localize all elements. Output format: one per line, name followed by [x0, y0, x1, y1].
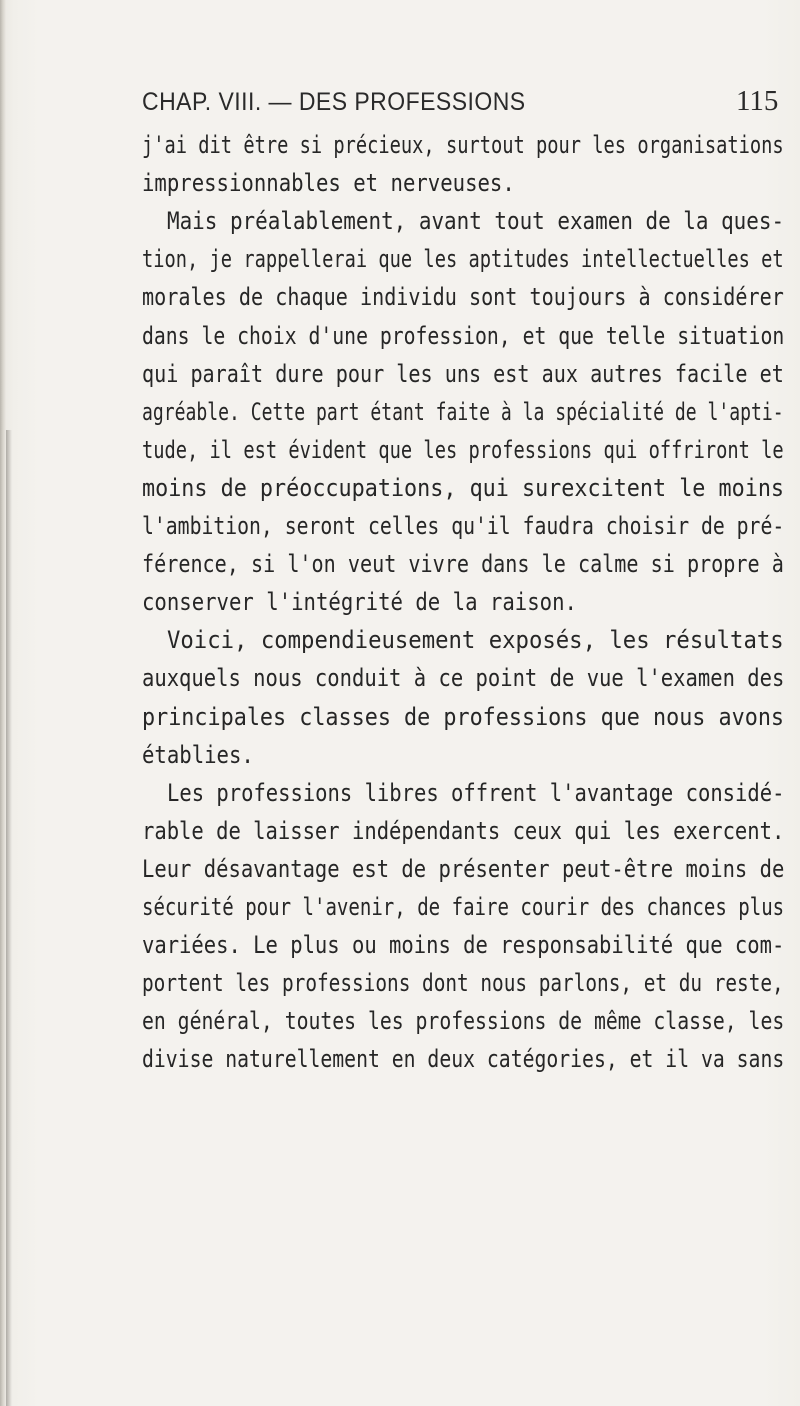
text-line: qui paraît dure pour les uns est aux autres facile et	[142, 359, 784, 388]
text-line: tude, il est évident que les professions qui offriront le	[142, 435, 784, 464]
text-line: dans le choix d'une profession, et que telle situation	[142, 321, 785, 350]
text-line: principales classes de professions que nous avons	[142, 702, 785, 731]
text-line: Leur désavantage est de présenter peut-être moins de	[142, 854, 785, 883]
text-line: établies.	[142, 740, 254, 769]
binding-shadow	[6, 430, 12, 1406]
text-line: agréable. Cette part étant faite à la spécialité de l'apti-	[142, 397, 784, 426]
text-line: rable de laisser indépendants ceux qui les exercent.	[142, 816, 785, 845]
text-line: tion, je rappellerai que les aptitudes intellectuelles et	[142, 245, 784, 274]
text-line: l'ambition, seront celles qu'il faudra choisir de pré-	[142, 512, 785, 540]
text-line: j'ai dit être si précieux, surtout pour les organisations	[142, 131, 784, 159]
text-line: moins de préoccupations, qui surexcitent le moins	[142, 473, 785, 502]
text-line: portent les professions dont nous parlons, et du reste,	[142, 969, 784, 998]
text-line: en général, toutes les professions de même classe, les	[142, 1007, 785, 1036]
text-line: divise naturellement en deux catégories, et il va sans	[142, 1045, 785, 1074]
running-head	[0, 85, 800, 128]
text-line: conserver l'intégrité de la raison.	[142, 588, 577, 617]
paragraph-first-line: Les professions libres offrent l'avantage considé-	[167, 778, 785, 807]
paragraph-first-line: Voici, compendieusement exposés, les résultats	[167, 626, 784, 655]
running-title: CHAP. VIII. — DES PROFESSIONS	[142, 88, 526, 116]
text-line: férence, si l'on veut vivre dans le calme si propre à	[142, 550, 784, 579]
text-line: sécurité pour l'avenir, de faire courir des chances plus	[142, 893, 785, 921]
text-line: auxquels nous conduit à ce point de vue l'examen des	[142, 664, 785, 693]
text-line: variées. Le plus ou moins de responsabilité que com-	[142, 931, 785, 960]
text-line: morales de chaque individu sont toujours à considérer	[142, 283, 784, 312]
text-line: impressionnables et nerveuses.	[142, 169, 515, 198]
page-number: 115	[736, 85, 779, 117]
paragraph-first-line: Mais préalablement, avant tout examen de la ques-	[167, 207, 785, 236]
